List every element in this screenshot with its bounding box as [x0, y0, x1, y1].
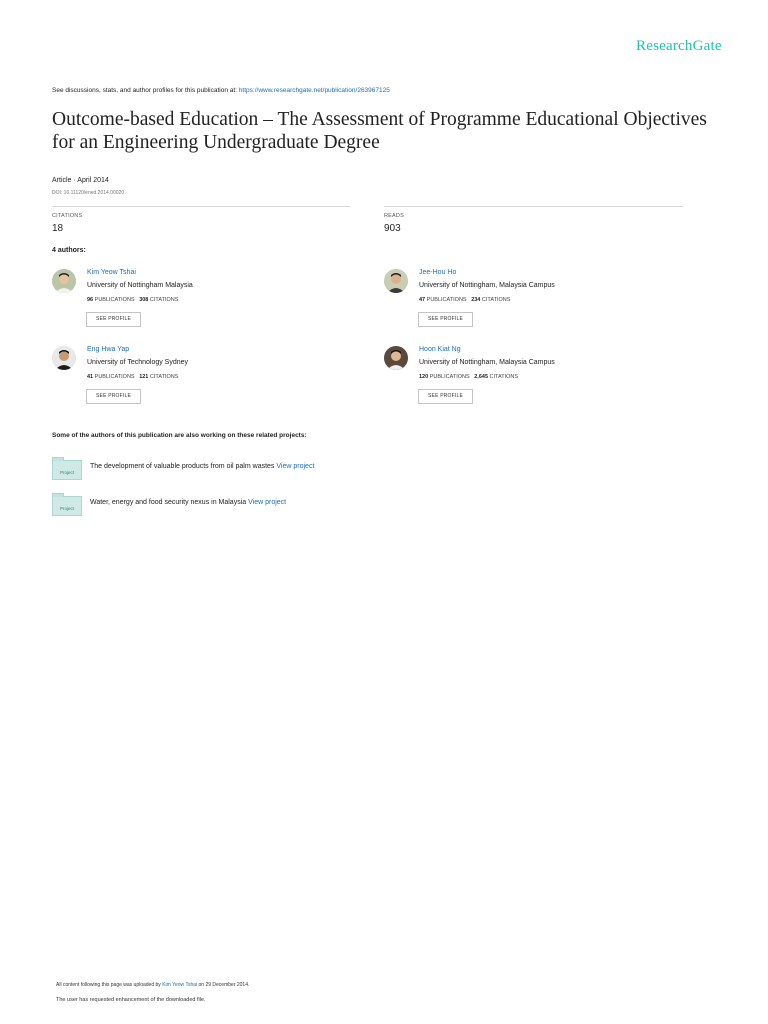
see-profile-button[interactable]: SEE PROFILE: [86, 312, 141, 327]
project-icon-label: Project: [59, 470, 74, 475]
citations-count: 2,645: [474, 374, 489, 380]
publications-count: 120: [419, 374, 429, 380]
publications-count: 41: [87, 374, 94, 380]
reads-value: 903: [384, 223, 401, 234]
citations-label: CITATIONS: [52, 213, 83, 219]
author-affiliation: University of Nottingham, Malaysia Campus: [419, 282, 555, 289]
researchgate-logo[interactable]: ResearchGate: [636, 38, 722, 54]
publications-label: PUBLICATIONS: [429, 374, 470, 380]
publications-count: 96: [87, 297, 94, 303]
author-affiliation: University of Nottingham Malaysia: [87, 282, 193, 289]
citations-count: 308: [139, 297, 149, 303]
avatar[interactable]: [384, 269, 408, 293]
publications-label: PUBLICATIONS: [426, 297, 467, 303]
citations-label: CITATIONS: [149, 374, 179, 380]
folder-tab: [52, 493, 64, 497]
enhancement-note: The user has requested enhancement of the downloaded file.: [56, 997, 206, 1003]
upload-note: [56, 982, 249, 988]
article-title: Outcome-based Education – The Assessment of Programme Educational Objectives for an Engineering Undergraduate Degree: [52, 109, 707, 153]
avatar[interactable]: [52, 269, 76, 293]
upload-prefix: All content following this page was uploaded by: [56, 982, 161, 988]
avatar[interactable]: [384, 346, 408, 370]
see-profile-button[interactable]: SEE PROFILE: [418, 389, 473, 404]
upload-suffix: on 29 December 2014.: [198, 982, 250, 988]
authors-heading: 4 authors:: [52, 247, 86, 254]
publications-label: PUBLICATIONS: [94, 297, 135, 303]
project-item: [52, 458, 472, 484]
author-stats: [419, 374, 518, 380]
author-affiliation: University of Technology Sydney: [87, 359, 189, 366]
project-folder-icon: [52, 496, 82, 516]
uploader-link[interactable]: Kim Yeow Tshai: [162, 982, 198, 988]
citations-label: CITATIONS: [149, 297, 179, 303]
publications-label: PUBLICATIONS: [94, 374, 135, 380]
citations-label: CITATIONS: [481, 297, 511, 303]
project-title: The development of valuable products from oil palm wastes: [90, 463, 275, 470]
author-stats: [419, 297, 510, 303]
projects-heading: Some of the authors of this publication are also working on these related projects:: [52, 432, 307, 439]
citations-value: 18: [52, 223, 64, 234]
view-project-link[interactable]: View project: [248, 499, 287, 506]
discussion-prefix: See discussions, stats, and author profiles for this publication at:: [52, 87, 237, 94]
view-project-link[interactable]: View project: [276, 463, 315, 470]
author-affiliation: University of Nottingham, Malaysia Campus: [419, 359, 555, 366]
citations-label: CITATIONS: [489, 374, 519, 380]
project-description: [90, 463, 314, 470]
author-name-link[interactable]: Eng Hwa Yap: [87, 346, 130, 353]
citations-count: 121: [139, 374, 149, 380]
publication-url-link[interactable]: https://www.researchgate.net/publication/263967125: [238, 87, 390, 94]
author-card: [52, 269, 372, 339]
author-name-link[interactable]: Kim Yeow Tshai: [87, 269, 136, 276]
author-name-link[interactable]: Hoon Kiat Ng: [419, 346, 461, 353]
project-folder-icon: [52, 460, 82, 480]
author-card: [52, 346, 372, 416]
author-card: [384, 346, 704, 416]
author-card: [384, 269, 704, 339]
project-title: Water, energy and food security nexus in Malaysia: [90, 499, 247, 506]
divider-reads: [384, 206, 683, 207]
author-name-link[interactable]: Jee-Hou Ho: [419, 269, 457, 276]
article-doi: DOI: 10.11120/ened.2014.00020: [52, 190, 125, 196]
see-profile-button[interactable]: SEE PROFILE: [418, 312, 473, 327]
avatar[interactable]: [52, 346, 76, 370]
project-description: [90, 499, 286, 506]
see-profile-button[interactable]: SEE PROFILE: [86, 389, 141, 404]
reads-label: READS: [384, 213, 404, 219]
divider-citations: [52, 206, 350, 207]
author-stats: [87, 374, 178, 380]
author-stats: [87, 297, 178, 303]
project-icon-label: Project: [59, 506, 74, 511]
article-type-date: Article · April 2014: [52, 177, 109, 184]
folder-tab: [52, 457, 64, 461]
project-item: [52, 494, 472, 520]
discussion-line: [52, 87, 390, 94]
publications-count: 47: [419, 297, 426, 303]
citations-count: 234: [471, 297, 481, 303]
